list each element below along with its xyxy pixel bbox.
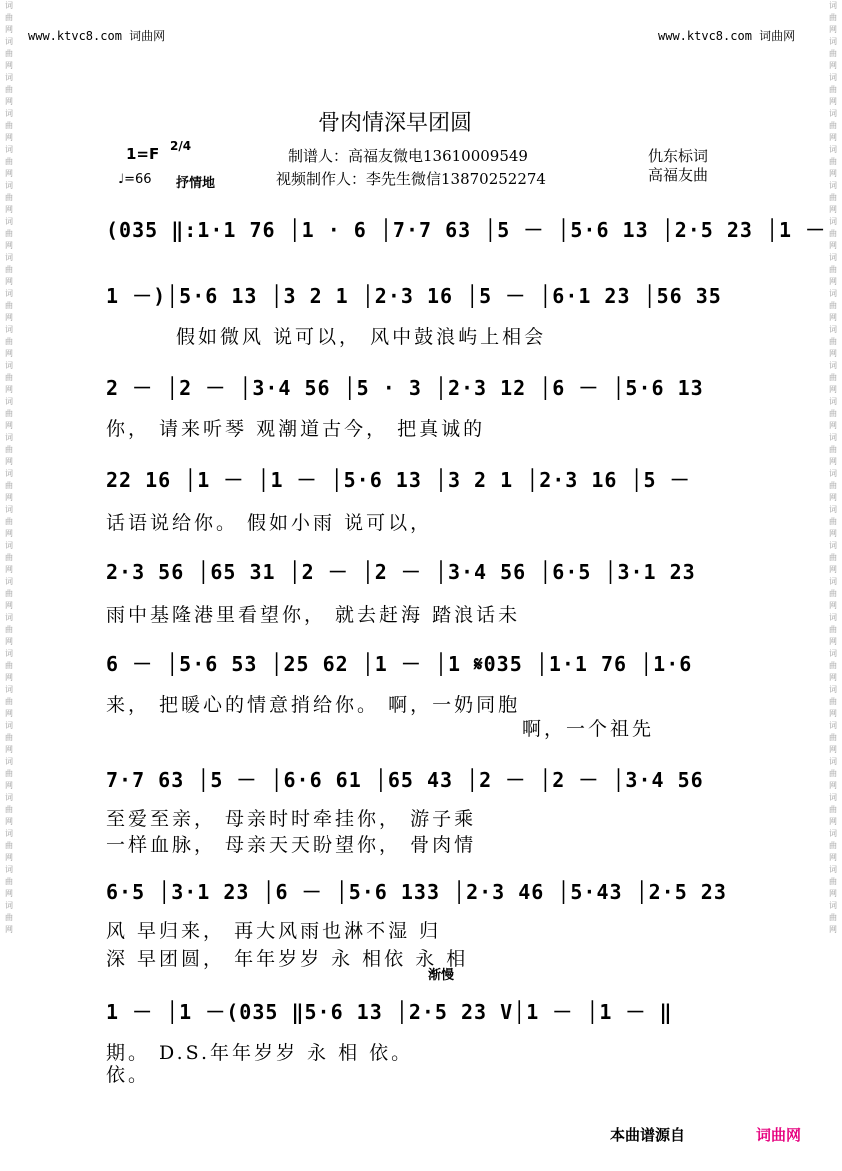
score-title: 骨肉情深早团圆 [318,111,473,136]
key-signature: 1=F [126,145,160,163]
lyricist-credit: 仇东标词 [648,147,709,165]
lyric-row-5: 雨中基隆港里看望你， 就去赶海 踏浪话未 [106,604,521,626]
lyric-row-8: 风 早归来， 再大风雨也淋不湿 归 [106,920,442,942]
lyric-row-3: 你， 请来听琴 观潮道古今， 把真诚的 [106,418,486,440]
notation-row-1: (035 ‖:1·1 76 │1 · 6 │7·7 63 │5 － │5·6 13 │2·5 23 │1 － [106,218,827,242]
left-watermark-column: 词曲网词曲网词曲网词曲网词曲网词曲网词曲网词曲网词曲网词曲网词曲网词曲网词曲网词曲网词曲网词曲网词曲网词曲网词曲网词曲网词曲网词曲网词曲网词曲网词曲网词曲网 [5,1,13,934]
tempo-mark: ♩=66 [118,172,152,187]
video-credit: 视频制作人：李先生微信13870252274 [276,170,546,188]
source-site-link[interactable]: 词曲网 [756,1126,802,1144]
notation-row-6: 6 － │5·6 53 │25 62 │1 － │1 𝄋035 │1·1 76 │1·6 [106,652,693,676]
time-signature: 2/4 [170,139,192,153]
notation-row-3: 2 － │2 － │3·4 56 │5 · 3 │2·3 12 │6 － │5·6 13 [106,376,704,400]
notation-row-8: 6·5 │3·1 23 │6 － │5·6 133 │2·3 46 │5·43 │2·5 23 [106,880,727,904]
lyric-row-7-verse-2: 一样血脉， 母亲天天盼望你， 骨肉情 [106,834,477,856]
notation-row-5: 2·3 56 │65 31 │2 － │2 － │3·4 56 │6·5 │3·1 23 [106,560,696,584]
arranger-credit: 制谱人：高福友微电13610009549 [288,147,528,165]
expression-mark: 抒情地 [176,176,216,191]
lyric-row-9: 期。 D.S.年年岁岁 永 相 依。 [106,1042,414,1064]
lyric-row-2: 假如微风 说可以， 风中鼓浪屿上相会 [176,326,547,348]
composer-credit: 高福友曲 [648,166,709,184]
header-url-right[interactable]: www.ktvc8.com 词曲网 [658,29,796,43]
slow-down-mark: 渐慢 [428,968,455,983]
lyric-row-6: 来， 把暖心的情意捎给你。 啊，一奶同胞 [106,694,521,716]
header-url-left[interactable]: www.ktvc8.com 词曲网 [28,29,166,43]
notation-row-2: 1 －)│5·6 13 │3 2 1 │2·3 16 │5 － │6·1 23 │56 35 [106,284,722,308]
right-watermark-column: 词曲网词曲网词曲网词曲网词曲网词曲网词曲网词曲网词曲网词曲网词曲网词曲网词曲网词曲网词曲网词曲网词曲网词曲网词曲网词曲网词曲网词曲网词曲网词曲网词曲网词曲网 [829,1,837,934]
lyric-row-4: 话语说给你。 假如小雨 说可以， [106,512,433,534]
notation-row-7: 7·7 63 │5 － │6·6 61 │65 43 │2 － │2 － │3·4 56 [106,768,704,792]
lyric-row-8-verse-2: 深 早团圆， 年年岁岁 永 相依 永 相 [106,948,469,970]
source-label: 本曲谱源自 [610,1126,686,1144]
notation-row-9: 1 － │1 －(035 ‖5·6 13 │2·5 23 V│1 － │1 － ‖ [106,1000,673,1024]
notation-row-4: 22 16 │1 － │1 － │5·6 13 │3 2 1 │2·3 16 │5 － [106,468,691,492]
lyric-row-9-verse-2: 依。 [106,1064,151,1086]
lyric-row-7: 至爱至亲， 母亲时时牵挂你， 游子乘 [106,808,477,830]
lyric-row-6-verse-2: 啊，一个祖先 [522,718,655,740]
